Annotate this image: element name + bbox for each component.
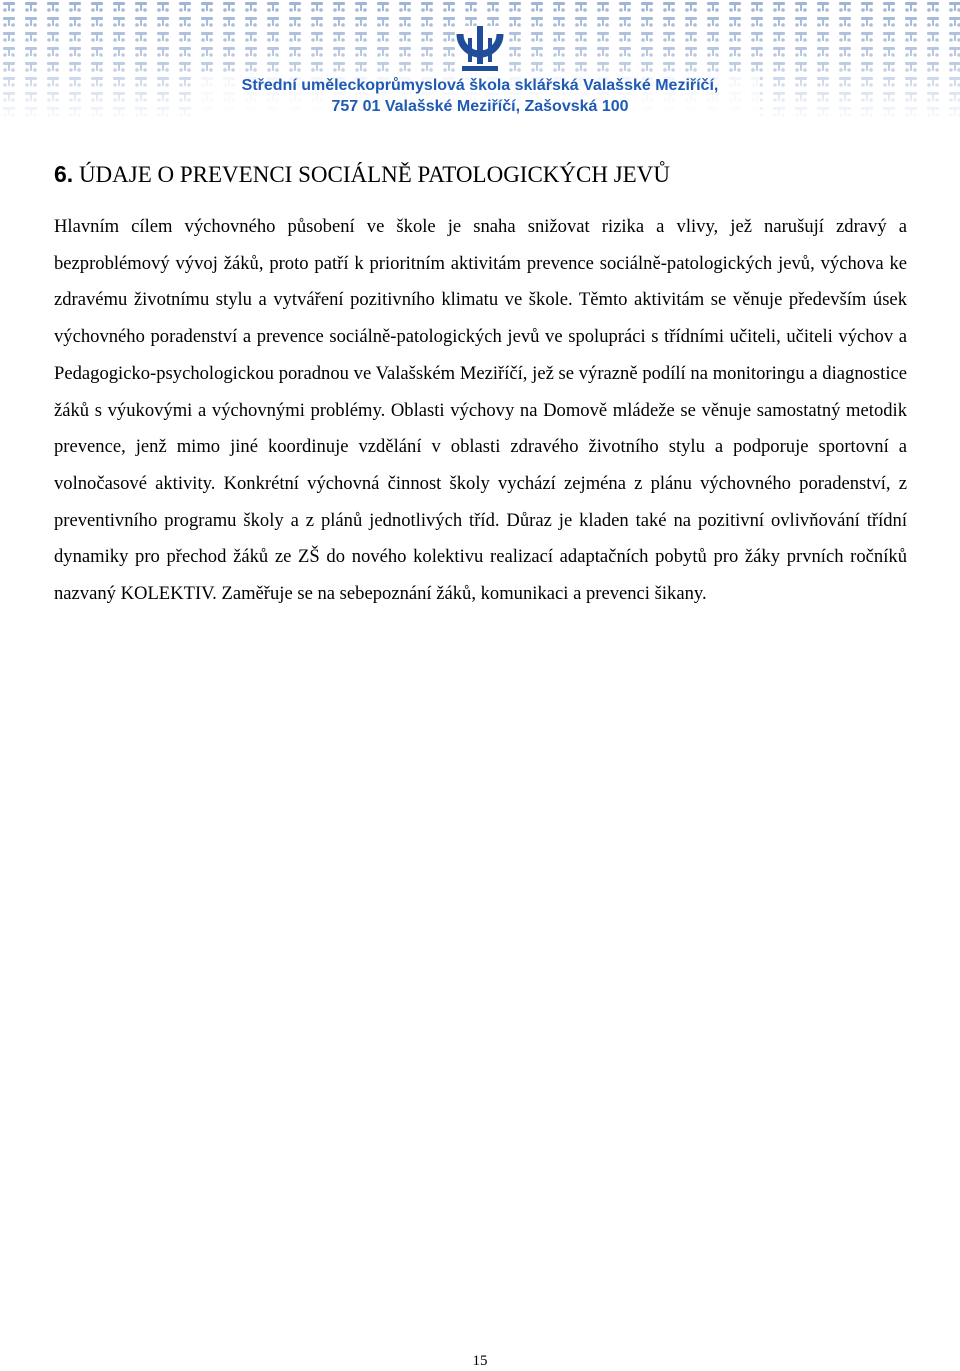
- page-number: 15: [472, 1353, 488, 1369]
- section-title: ÚDAJE O PREVENCI SOCIÁLNĚ PATOLOGICKÝCH JEVŮ: [73, 162, 670, 187]
- school-address: 757 01 Valašské Meziříčí, Zašovská 100: [331, 98, 629, 115]
- school-name: Střední uměleckoprůmyslová škola sklářská Valašské Meziříčí,: [241, 77, 719, 94]
- section-number: 6.: [54, 161, 74, 187]
- school-logo-icon: [452, 22, 508, 78]
- body-paragraph: Hlavním cílem výchovného působení ve škole je snaha snižovat rizika a vlivy, jež narušují zdravý a bezproblémový vývoj žáků, proto patří k prioritním aktivitám prevence sociálně-patologických jevů, výchova ke zdravému životnímu stylu a vytváření pozitivního klimatu ve škole. Těmto aktivitám se věnuje především úsek výchovného poradenství a prevence sociálně-patologických jevů ve spolupráci s třídními učiteli, učiteli výchov a Pedagogicko-psychologickou poradnou ve Valašském Meziříčí, jež se výrazně podílí na monitoringu a diagnostice žáků s výukovými a výchovnými problémy. Oblasti výchovy na Domově mládeže se věnuje samostatný metodik prevence, jenž mimo jiné koordinuje vzdělání v oblasti zdravého životního stylu a podporuje sportovní a volnočasové aktivity. Konkrétní výchovná činnost školy vychází zejména z plánu výchovného poradenství, z preventivního programu školy a z plánů jednotlivých tříd. Důraz je kladen také na pozitivní ovlivňování třídní dynamiky pro přechod žáků ze ZŠ do nového kolektivu realizací adaptačních pobytů pro žáky prvních ročníků nazvaný KOLEKTIV. Zaměřuje se na sebepoznání žáků, komunikaci a prevenci šikany.: [54, 216, 907, 605]
- section-heading: [54, 159, 670, 190]
- page-header: [0, 0, 960, 122]
